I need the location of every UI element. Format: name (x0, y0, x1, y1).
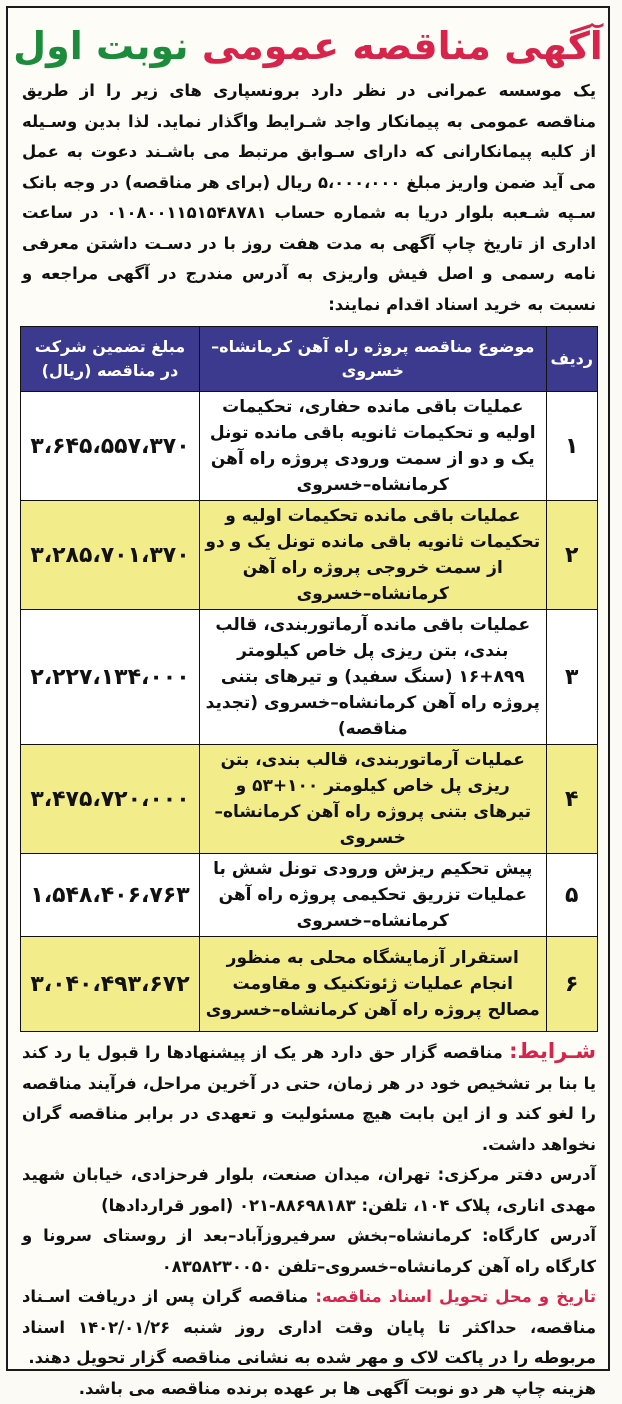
table-row (21, 392, 598, 501)
row-number: ۱ (546, 392, 597, 501)
cost-note: هزینه چاپ هر دو نوبت آگهی ها بر عهده برنده مناقصه می باشد. (22, 1374, 596, 1404)
conditions-text: مناقصه گزار حق دارد هر یک از پیشنهادها را قبول یا رد کند یا بنا بر تشخیص خود در هر زمان، حتی در آخرین مراحل، فرآیند مناقصه را لغو کند و از این بابت هیچ مسئولیت و تعهدی در برابر مناقصه گران نخواهد داشت. (22, 1043, 596, 1154)
row-amount: ۳،۰۴۰،۴۹۳،۶۷۲ (21, 937, 200, 1032)
tender-table (20, 326, 598, 1032)
row-amount: ۳،۲۸۵،۷۰۱،۳۷۰ (21, 501, 200, 610)
row-subject: عملیات آرماتوربندی، قالب بندی، بتن ریزی پل خاص کیلومتر ۱۰۰+۵۳ و تیرهای بتنی پروژه راه آهن کرمانشاه–خسروی (200, 745, 547, 854)
row-amount: ۳،۶۴۵،۵۵۷،۳۷۰ (21, 392, 200, 501)
row-number: ۴ (546, 745, 597, 854)
row-subject: عملیات باقی مانده حفاری، تحکیمات اولیه و تحکیمات ثانویه باقی مانده تونل یک و دو از سمت ورودی پروژه راه آهن کرمانشاه–خسروی (200, 392, 547, 501)
header-amount: مبلغ تضمین شرکت در مناقصه (ریال) (21, 327, 200, 392)
table-row (21, 937, 598, 1032)
row-subject: عملیات باقی مانده آرماتوربندی، قالب بندی، بتن ریزی پل خاص کیلومتر ۸۹۹+۱۶ (سنگ سفید) و تیرهای بتنی پروژه راه آهن کرمانشاه–خسروی (تجدید مناقصه) (200, 610, 547, 745)
notice-title (8, 22, 608, 70)
row-number: ۵ (546, 854, 597, 937)
tender-notice (6, 6, 610, 1371)
row-number: ۶ (546, 937, 597, 1032)
row-number: ۳ (546, 610, 597, 745)
office-address: آدرس دفتر مرکزی: تهران، میدان صنعت، بلوار فرحزادی، خیابان شهید مهدی اناری، پلاک ۱۰۴، تلفن: ۸۸۶۹۸۱۸۳-۰۲۱ (امور قراردادها) (22, 1160, 596, 1221)
row-number: ۲ (546, 501, 597, 610)
table-row (21, 501, 598, 610)
row-subject: پیش تحکیم ریزش ورودی تونل شش با عملیات تزریق تحکیمی پروژه راه آهن کرمانشاه–خسروی (200, 854, 547, 937)
title-main: آگهی مناقصه عمومی (202, 24, 603, 68)
delivery-label: تاریخ و محل تحویل اسناد مناقصه: (315, 1287, 596, 1306)
row-amount: ۲،۲۲۷،۱۳۴،۰۰۰ (21, 610, 200, 745)
title-round: نوبت اول (13, 24, 188, 68)
row-amount: ۳،۴۷۵،۷۲۰،۰۰۰ (21, 745, 200, 854)
delivery-paragraph (22, 1282, 596, 1374)
table-row (21, 854, 598, 937)
conditions-paragraph (22, 1036, 596, 1160)
intro-paragraph: یک موسسه عمرانی در نظر دارد برونسپاری های زیر را از طریق مناقصه عمومی به پیمانکار واجد شـرایط واگذار نماید. لذا بدین وسـیله از کلیه پیمانکارانی که دارای سـوابق مرتبط می باشـند دعوت به عمل می آید ضمن واریز مبلغ ۵،۰۰۰،۰۰۰ ریال (برای هر مناقصه) در وجه بانک سـپه شـعبه بلوار دریا به شماره حساب ۰۱۰۸۰۰۱۱۵۱۵۴۸۷۸۱ در ساعت اداری از تاریخ چاپ آگهی به مدت هفت روز با در دسـت داشتن معرفی نامه رسمی و اصل فیش واریزی به آدرس مندرج در آگهی مراجعه و نسبت به خرید اسناد اقدام نمایند: (8, 76, 608, 320)
table-row (21, 610, 598, 745)
conditions-section (8, 1032, 608, 1404)
table-header-row (21, 327, 598, 392)
conditions-label: شـرایط: (509, 1039, 596, 1063)
row-amount: ۱،۵۴۸،۴۰۶،۷۶۳ (21, 854, 200, 937)
header-subject: موضوع مناقصه پروژه راه آهن کرمانشاه–خسروی (200, 327, 547, 392)
delivery-text: مناقصه گران پس از دریافت اسـناد مناقصه، حداکثر تا پایان وقت اداری روز شنبه ۱۴۰۲/۰۱/۲۶ اسناد مربوطه را در پاکت لاک و مهر شده به نشانی مناقصه گزار تحویل دهند. (22, 1287, 596, 1367)
row-subject: استقرار آزمایشگاه محلی به منظور انجام عملیات ژئوتکنیک و مقاومت مصالح پروژه راه آهن کرمانشاه–خسروی (200, 937, 547, 1032)
row-subject: عملیات باقی مانده تحکیمات اولیه و تحکیمات ثانویه باقی مانده تونل یک و دو از سمت خروجی پروژه راه آهن کرمانشاه–خسروی (200, 501, 547, 610)
table-row (21, 745, 598, 854)
header-row-number: ردیف (546, 327, 597, 392)
site-address: آدرس کارگاه: کرمانشاه–بخش سرفیروزآباد–بعد از روستای سرونا و کارگاه راه آهن کرمانشاه–خسروی–تلفن ۰۸۳۵۸۲۳۰۰۵۰ (22, 1221, 596, 1282)
